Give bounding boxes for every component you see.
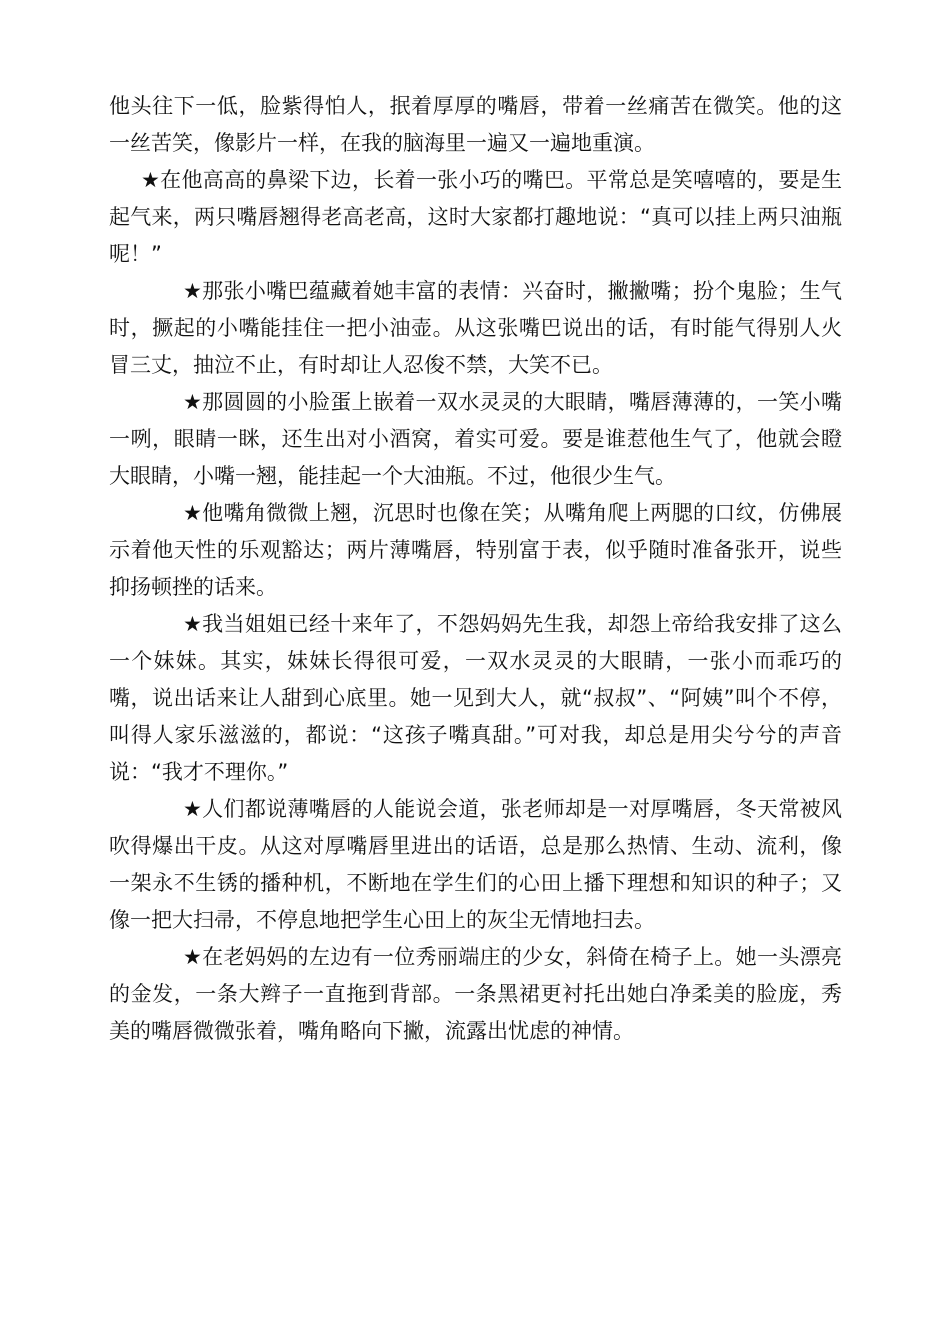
paragraph-6: ★我当姐姐已经十来年了，不怨妈妈先生我，却怨上帝给我安排了这么一个妹妹。其实，妹妹长得很可爱，一双水灵灵的大眼睛，一张小而乖巧的嘴，说出话来让人甜到心底里。她一见到大人，就“叔叔”、“阿姨”叫个不停，叫得人家乐滋滋的，都说：“这孩子嘴真甜。”可对我，却总是用尖兮兮的声音说：“我才不理你。” [109, 612, 842, 784]
document-body [109, 88, 842, 1050]
paragraph-2: ★在他高高的鼻梁下边，长着一张小巧的嘴巴。平常总是笑嘻嘻的，要是生起气来，两只嘴唇翘得老高老高，这时大家都打趣地说：“真可以挂上两只油瓶呢！” [109, 168, 842, 266]
paragraph-3: ★那张小嘴巴蕴藏着她丰富的表情：兴奋时，撇撇嘴；扮个鬼脸；生气时，撅起的小嘴能挂住一把小油壶。从这张嘴巴说出的话，有时能气得别人火冒三丈，抽泣不止，有时却让人忍俊不禁，大笑不已。 [109, 279, 842, 377]
paragraph-7: ★人们都说薄嘴唇的人能说会道，张老师却是一对厚嘴唇，冬天常被风吹得爆出干皮。从这对厚嘴唇里进出的话语，总是那么热情、生动、流利，像一架永不生锈的播种机，不断地在学生们的心田上播下理想和知识的种子；又像一把大扫帚，不停息地把学生心田上的灰尘无情地扫去。 [109, 797, 842, 932]
paragraph-1: 他头往下一低，脸紫得怕人，抿着厚厚的嘴唇，带着一丝痛苦在微笑。他的这一丝苦笑，像影片一样，在我的脑海里一遍又一遍地重演。 [109, 94, 842, 155]
paragraph-5: ★他嘴角微微上翘，沉思时也像在笑；从嘴角爬上两腮的口纹，仿佛展示着他天性的乐观豁达；两片薄嘴唇，特别富于表，似乎随时准备张开，说些抑扬顿挫的话来。 [109, 501, 842, 599]
paragraph-4: ★那圆圆的小脸蛋上嵌着一双水灵灵的大眼睛，嘴唇薄薄的，一笑小嘴一咧，眼睛一眯，还生出对小酒窝，着实可爱。要是谁惹他生气了，他就会瞪大眼睛，小嘴一翘，能挂起一个大油瓶。不过，他很少生气。 [109, 390, 842, 488]
paragraph-8: ★在老妈妈的左边有一位秀丽端庄的少女，斜倚在椅子上。她一头漂亮的金发，一条大辫子一直拖到背部。一条黑裙更衬托出她白净柔美的脸庞，秀美的嘴唇微微张着，嘴角略向下撇，流露出忧虑的神情。 [109, 945, 842, 1043]
